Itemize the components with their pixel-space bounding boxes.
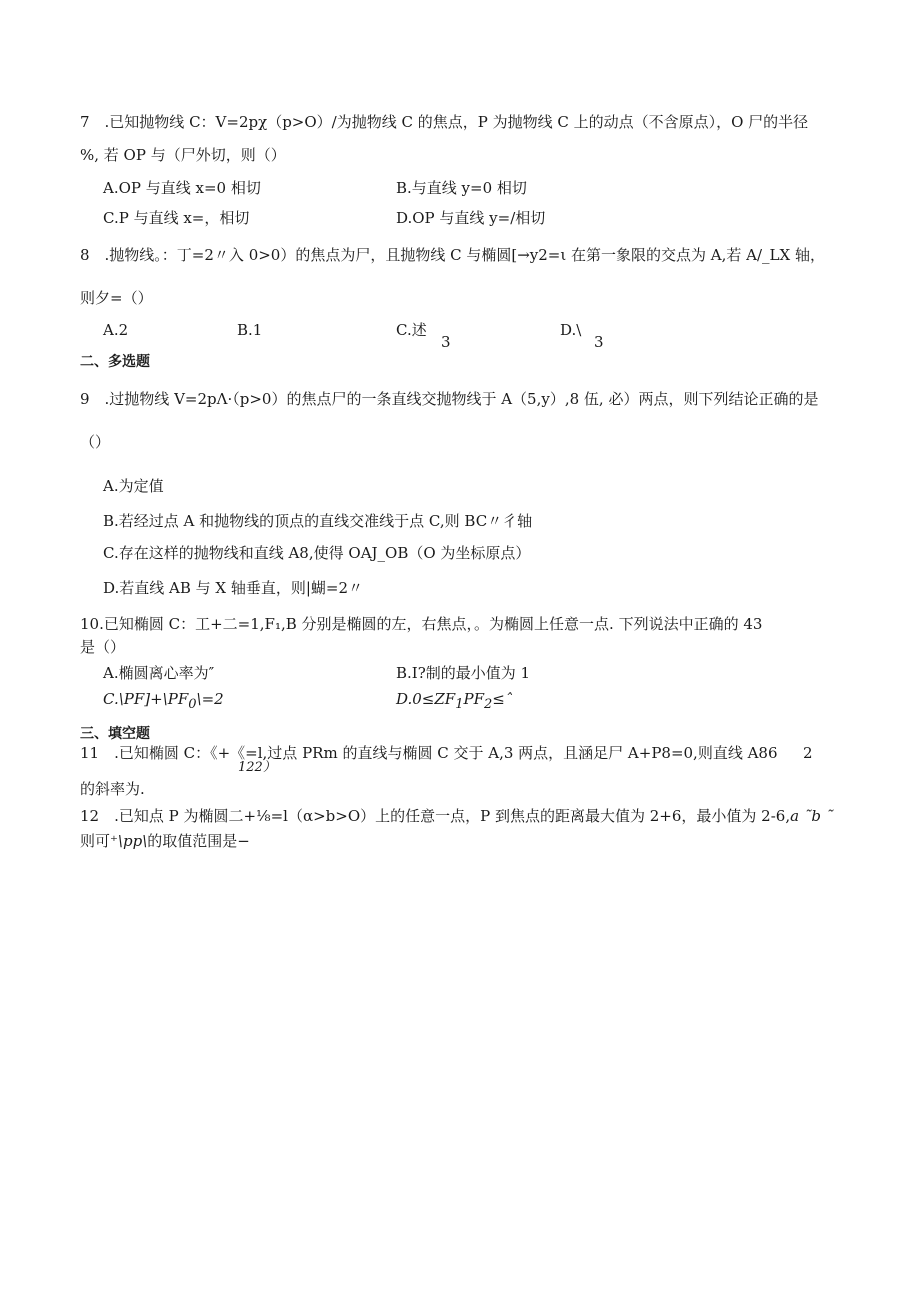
q10-option-d-text: D.0≤ZF <box>396 690 456 708</box>
q10-option-c-subscript: 0 <box>188 697 197 712</box>
q8-line2: 则夕=（） <box>80 289 153 307</box>
q12-line2-end: 的取值范围是− <box>147 832 250 850</box>
q10-option-c <box>103 689 224 715</box>
q7-option-d: D.OP 与直线 y=/相切 <box>396 209 546 227</box>
q7-option-b: B.与直线 y=0 相切 <box>396 179 527 197</box>
q11-line2: 的斜率为. <box>80 780 145 798</box>
q10-line2: 是（） <box>80 638 126 656</box>
q11-line1-right: 2 <box>803 744 813 762</box>
q12-line2-start: 则可 <box>80 832 111 850</box>
q10-option-d-subscript-1: 1 <box>455 697 464 712</box>
q12-line1-text: 12 .已知点 P 为椭圆二+⅛=l（α>b>O）上的任意一点，P 到焦点的距离最大值为 2+6，最小值为 2-6, <box>80 807 791 825</box>
q10-option-d-tail: ≤ˆ <box>492 690 513 708</box>
q9-option-c: C.存在这样的抛物线和直线 A8,使得 OAJ_OB（O 为坐标原点） <box>103 544 531 562</box>
q9-option-a: A.为定值 <box>103 477 164 495</box>
q9-line1: 9 .过抛物线 V=2pΛ·（p>0）的焦点尸的一条直线交抛物线于 A（5,y）,8 伍, 必）两点，则下列结论正确的是 <box>80 390 819 408</box>
q10-option-b: B.I?制的最小值为 1 <box>396 664 531 682</box>
q8-option-c-denominator: 3 <box>441 333 451 351</box>
q7-line2: %, 若 OP 与（尸外切，则（） <box>80 146 286 164</box>
q7-option-a: A.OP 与直线 x=0 相切 <box>103 179 261 197</box>
q12-line1-italic: a ˜b ˜ <box>790 807 834 825</box>
q8-option-d: D.\ <box>560 321 582 339</box>
q8-option-c: C.述 <box>396 321 427 339</box>
q8-option-b: B.1 <box>237 321 263 339</box>
q10-option-a: A.椭圆离心率为″ <box>103 664 215 682</box>
q8-line1: 8 .抛物线。：丁=2〃入 0>0）的焦点为尸，且抛物线 C 与椭圆[→y2=ι 在第一象限的交点为 A,若 A/_LX 轴， <box>80 246 825 264</box>
q9-option-b: B.若经过点 A 和抛物线的顶点的直线交准线于点 C,则 BC〃彳轴 <box>103 512 533 530</box>
q10-option-c-text: C.\PF]+\PF <box>103 690 189 708</box>
q8-option-a: A.2 <box>103 321 129 339</box>
q12-line2 <box>80 831 250 851</box>
q10-option-d-subscript-2: 2 <box>484 697 493 712</box>
q10-option-c-tail: \=2 <box>196 690 224 708</box>
q11-line1: 11 .已知椭圆 C：《+《=l,过点 PRm 的直线与椭圆 C 交于 A,3 两点，且涵足尸 A+P8=0,则直线 A86 <box>80 744 778 762</box>
q10-option-d-mid: PF <box>463 690 484 708</box>
section-heading-fill-in: 三、填空题 <box>80 726 150 742</box>
q7-line1: 7 .已知抛物线 C：V=2pχ（p>O）/为抛物线 C 的焦点，P 为抛物线 C 上的动点（不含原点），O 尸的半径 <box>80 113 809 131</box>
q9-line2: （） <box>80 433 111 451</box>
q10-option-d <box>396 689 512 715</box>
q7-option-c: C.P 与直线 x=，相切 <box>103 209 250 227</box>
q11-line1-subscript: 122） <box>238 760 276 775</box>
q12-line1 <box>80 806 833 826</box>
q12-line2-expression: ⁺\pp\ <box>110 832 148 850</box>
q8-option-d-denominator: 3 <box>594 333 604 351</box>
section-heading-multiple-choice: 二、多选题 <box>80 354 150 370</box>
q9-option-d: D.若直线 AB 与 X 轴垂直，则|蝴=2〃 <box>103 579 364 597</box>
q10-line1: 10.已知椭圆 C：工+二=1,F₁,B 分别是椭圆的左，右焦点，。为椭圆上任意一点. 下列说法中正确的 43 <box>80 615 763 633</box>
